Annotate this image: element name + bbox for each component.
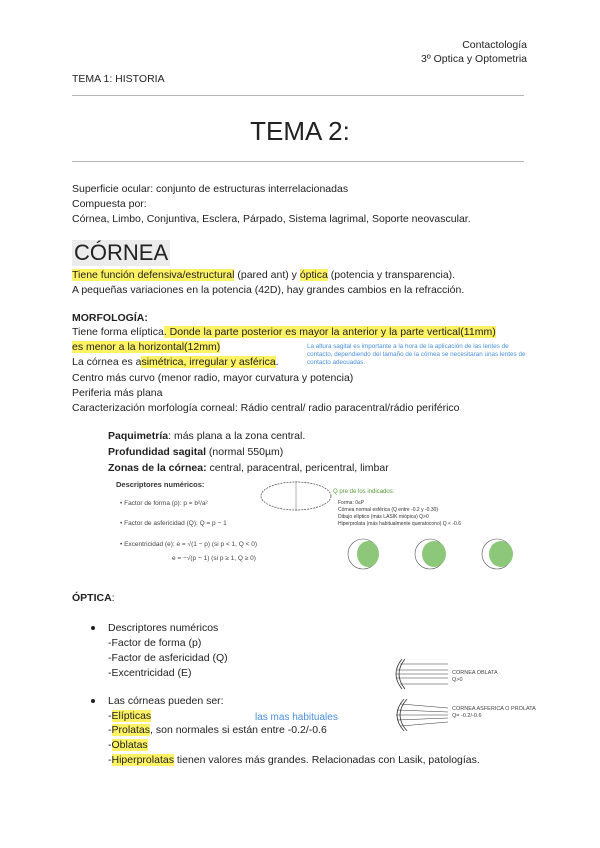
cornea-shapes-diagram [330,530,530,574]
q-line-2: Córnea normal esférica (Q entre -0.2 y -0.30) [338,507,439,513]
shape-circle-3 [482,539,513,569]
optica-bullet-1: Descriptores numéricos [108,622,219,634]
power-line: A pequeñas variaciones en la potencia (42D), hay grandes cambios en la refracción. [72,284,465,296]
descriptor-3: -Excentricidad (E) [108,667,192,679]
morfologia-l1-highlight: . Donde la parte posterior es mayor la anterior y la parte vertical(11mm) [163,326,496,338]
intro-line-2: Compuesta por: [72,198,147,210]
formula-1-text: Factor de forma (p): p = b²/a² [124,500,208,507]
paquimetria-label: Paquimetría [108,430,169,442]
bullet-dot-1 [91,626,95,630]
cornea-function-line [72,268,455,282]
tema-label: TEMA 1: HISTORIA [72,73,165,85]
intro-line-3: Córnea, Limbo, Conjuntiva, Esclera, Párpado, Sistema lagrimal, Soporte neovascular. [72,213,471,225]
cornea-type-2-rest: , son normales si están entre -0.2/-0.6 [150,724,327,736]
function-highlight-1: Tiene función defensiva/estructural [72,269,235,281]
morfologia-line-1 [72,325,496,339]
figure-title: Descriptores numéricos: [116,480,205,489]
function-highlight-2: óptica [299,269,328,281]
q-title: Q pre de los indicados: [333,489,395,495]
q-line-1: Forma: 0≤P [338,500,365,506]
formula-3-text: Excentricidad (e): e = √(1 − p) (si p < 1, Q < 0) [124,541,257,548]
paquimetria-text: : más plana a la zona central. [168,430,306,442]
bullet-dot-2 [91,699,95,703]
cornea-type-3: -Oblatas [108,739,148,751]
descriptor-1: -Factor de forma (p) [108,637,202,649]
morfologia-heading: MORFOLOGÍA: [72,312,148,324]
sagital-note: La altura sagital es importante a la hora de la aplicación de las lentes de contacto, dependiendo del tamaño de la córnea se necesitaran unas lentes de contacto adecuadas. [307,343,526,366]
course-name: Contactología [462,39,527,51]
intro-line-1: Superficie ocular: conjunto de estructuras interrelacionadas [72,183,349,195]
function-end: (potencia y transparencia). [327,269,456,281]
morfologia-line-4: Centro más curvo (menor radio, mayor curvatura y potencia) [72,372,354,384]
morfologia-line-2 [72,340,220,354]
formula-4: e = −√(p − 1) (si p ≥ 1, Q ≥ 0) [172,555,256,562]
optica-heading-text: ÓPTICA [72,592,112,604]
optica-bullet-2: Las córneas pueden ser: [108,695,224,707]
morfologia-l3-end: . [275,356,279,368]
formula-3: • Excentricidad (e): e = √(1 − p) (si p < 1, Q < 0) [120,541,257,548]
cornea-type-2: -Prolatas, son normales si están entre -0.2/-0.6 [108,724,327,736]
cornea-type-1-text: Elípticas [111,710,152,722]
morfologia-line-5: Periferia más plana [72,387,163,399]
oblata-diagram [388,656,450,692]
q-line-4: Hiperprolata (más habitualmente queratocono) Q < -0.6 [338,521,461,527]
prolata-label: CORNEA ASFERICA O PROLATA [452,706,536,712]
cornea-type-2-text: Prolatas [111,724,151,736]
ellipse-diagram [258,478,338,514]
page-title: TEMA 2: [250,116,350,146]
optica-heading [72,591,115,605]
prolata-diagram [388,696,450,734]
cornea-type-3-text: Oblatas [111,739,148,751]
descriptor-2: -Factor de asfericidad (Q) [108,652,228,664]
zonas-line [108,461,389,475]
formula-1: • Factor de forma (p): p = b²/a² [120,500,208,507]
cornea-type-4-rest: tienen valores más grandes. Relacionadas con Lasik, patologías. [173,754,480,766]
divider-top [72,95,524,96]
morfologia-l3-text: La córnea es a [72,356,142,368]
formula-2-text: Factor de asfericidad (Q): Q = p − 1 [124,520,227,527]
formula-2: • Factor de asfericidad (Q): Q = p − 1 [120,520,227,527]
oblata-q: Q>0 [452,677,463,683]
cornea-heading: CÓRNEA [74,240,169,265]
profundidad-label: Profundidad sagital [108,446,207,458]
cornea-type-4: -Hiperprolatas tienen valores más grandes. Relacionadas con Lasik, patologías. [108,754,480,766]
cornea-type-4-text: Hiperprolatas [111,754,174,766]
oblata-label: CORNEA OBLATA [452,670,498,676]
paquimetria-line [108,429,305,443]
degree-name: 3º Optica y Optometria [421,53,527,65]
shape-circle-2 [415,539,446,569]
morfologia-l1-text: Tiene forma elíptica [72,326,164,338]
profundidad-line [108,445,283,459]
morfologia-line-6: Caracterización morfología corneal: Rádio central/ radio paracentral/rádio periférico [72,402,460,414]
zonas-text: central, paracentral, pericentral, limbar [206,462,389,474]
shape-circle-1 [348,539,379,569]
profundidad-text: (normal 550µm) [206,446,284,458]
zonas-label: Zonas de la córnea: [108,462,207,474]
habituales-note: las mas habituales [255,712,338,723]
morfologia-l3-highlight: simétrica, irregular y asférica [141,356,276,368]
morfologia-l2-highlight: es menor a la horizontal(12mm) [72,341,221,353]
prolata-q: Q= -0.2/-0.6 [452,713,482,719]
cornea-type-1: -Elípticas [108,710,152,722]
q-line-3: Dibujo elíptico (más LASIK miópica) Q>0 [338,514,429,520]
divider-title [72,161,524,162]
function-mid: (pared ant) y [234,269,300,281]
morfologia-line-3 [72,355,279,369]
optica-colon: : [111,592,115,604]
